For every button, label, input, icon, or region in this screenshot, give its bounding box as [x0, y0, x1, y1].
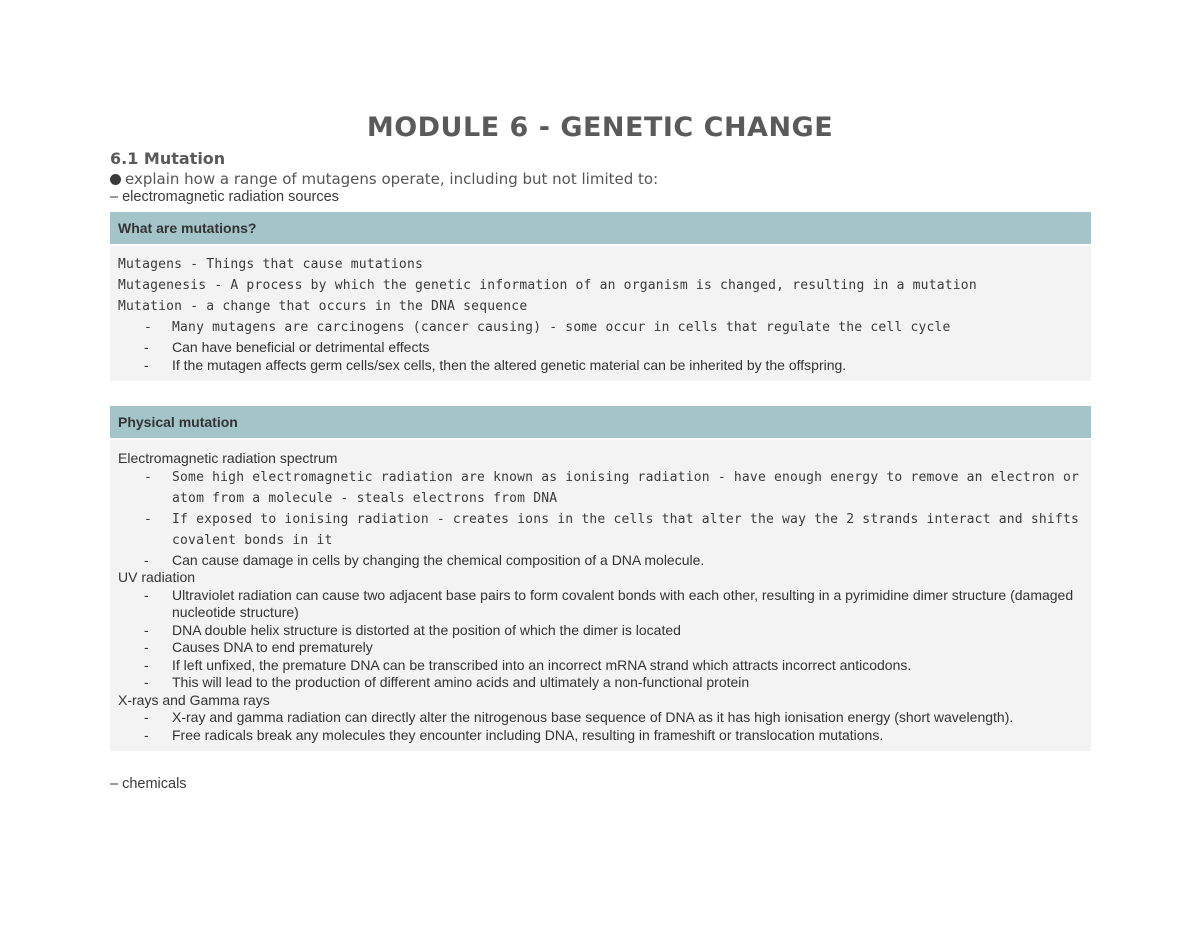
mutations-table: [110, 212, 1091, 381]
list-item-text: X-ray and gamma radiation can directly alter the nitrogenous base sequence of DNA as it has high ionisation energy (short wavelength).: [172, 709, 1014, 725]
list-item-text: DNA double helix structure is distorted at the position of which the dimer is located: [172, 621, 681, 638]
bullet-icon: [110, 174, 121, 185]
dash-marker: -: [144, 339, 149, 355]
list-item-text: Ultraviolet radiation can cause two adjacent base pairs to form covalent bonds with each other, resulting in a pyrimidine dimer structure (damaged nucleotide structure): [172, 586, 1074, 620]
dash-marker: -: [144, 357, 149, 373]
subpoint-em-radiation: – electromagnetic radiation sources: [110, 189, 339, 205]
dash-marker: -: [144, 709, 149, 725]
dot-point-text: explain how a range of mutagens operate, including but not limited to:: [125, 170, 659, 188]
list-item-text: Causes DNA to end prematurely: [172, 639, 373, 655]
dash-marker: -: [144, 552, 149, 568]
list-item-text: Can cause damage in cells by changing the chemical composition of a DNA molecule.: [172, 552, 705, 568]
dash-marker: -: [144, 639, 149, 655]
section-heading: 6.1 Mutation: [110, 149, 226, 168]
list-item: [118, 709, 1083, 727]
definition-line: Mutagens - Things that cause mutations: [118, 257, 424, 272]
xray-gamma-heading: X-rays and Gamma rays: [118, 691, 270, 708]
list-item-text: If left unfixed, the premature DNA can be transcribed into an incorrect mRNA strand which attracts incorrect anticodons.: [172, 656, 912, 673]
list-item-text: If exposed to ionising radiation - creates ions in the cells that alter the way the 2 strands interact and shifts covalent bonds in it: [172, 512, 1080, 548]
list-item: [118, 674, 1083, 692]
subpoint-chemicals: – chemicals: [110, 776, 187, 792]
dash-marker: -: [144, 470, 153, 485]
mutations-table-body: [110, 246, 1091, 380]
physical-mutation-table: [110, 406, 1091, 751]
list-item: [118, 467, 1079, 509]
dash-marker: -: [144, 656, 149, 673]
list-item: [118, 551, 1083, 569]
page-title: MODULE 6 - GENETIC CHANGE: [366, 112, 834, 143]
list-item: [118, 356, 1083, 374]
mutations-table-header: What are mutations?: [110, 212, 1091, 246]
dash-marker: -: [144, 586, 149, 603]
syllabus-dot-point: [110, 170, 658, 188]
list-item-text: Many mutagens are carcinogens (cancer causing) - some occur in cells that regulate the cell cycle: [172, 320, 951, 335]
list-item: [118, 338, 1083, 356]
list-item: [118, 587, 1079, 622]
em-spectrum-heading: Electromagnetic radiation spectrum: [118, 450, 338, 466]
list-item: [118, 639, 1083, 657]
physical-mutation-table-body: [110, 440, 1091, 750]
definition-line: Mutagenesis - A process by which the genetic information of an organism is changed, resulting in a mutation: [118, 278, 977, 293]
dash-marker: -: [144, 512, 153, 527]
dash-marker: -: [144, 674, 149, 690]
list-item-text: Some high electromagnetic radiation are known as ionising radiation - have enough energy to remove an electron or atom from a molecule - steals electrons from DNA: [172, 470, 1080, 506]
list-item: [118, 509, 1079, 551]
list-item-text: Free radicals break any molecules they encounter including DNA, resulting in frameshift or translocation mutations.: [172, 726, 884, 743]
uv-radiation-heading: UV radiation: [118, 569, 196, 585]
dash-marker: -: [144, 320, 153, 335]
list-item: [118, 657, 1083, 675]
list-item-text: Can have beneficial or detrimental effects: [172, 339, 430, 355]
dash-marker: -: [144, 621, 149, 638]
physical-mutation-table-header: Physical mutation: [110, 406, 1091, 440]
list-item-text: If the mutagen affects germ cells/sex cells, then the altered genetic material can be inherited by the offspring.: [172, 357, 847, 373]
list-item: [118, 317, 1083, 338]
definition-line: Mutation - a change that occurs in the DNA sequence: [118, 299, 528, 314]
dash-marker: -: [144, 726, 149, 743]
list-item: [118, 622, 1083, 640]
list-item: [118, 727, 1083, 745]
list-item-text: This will lead to the production of different amino acids and ultimately a non-functional protein: [172, 674, 750, 690]
